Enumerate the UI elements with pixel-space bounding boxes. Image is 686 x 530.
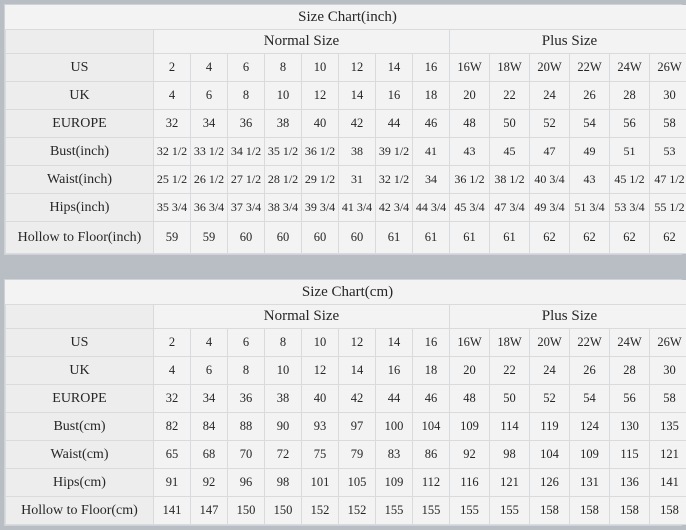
cell: 61 [490,222,530,254]
table-row [6,357,686,385]
cell: 35 3/4 [154,194,191,222]
cell: 39 3/4 [302,194,339,222]
cell: 131 [570,469,610,497]
cell: 62 [650,222,686,254]
cell: 42 3/4 [376,194,413,222]
cell: 16 [376,357,413,385]
cell: 14 [376,329,413,357]
row-label-waist: Waist(cm) [6,441,154,469]
cell: 14 [339,357,376,385]
cell: 10 [302,329,339,357]
cell: 29 1/2 [302,166,339,194]
size-chart-inch-table [5,5,686,254]
row-label-hollow-to-floor: Hollow to Floor(inch) [6,222,154,254]
cell: 26W [650,329,686,357]
cell: 26 1/2 [191,166,228,194]
row-label-bust: Bust(inch) [6,138,154,166]
cell: 6 [191,357,228,385]
cell: 35 1/2 [265,138,302,166]
cell: 121 [490,469,530,497]
cell: 45 [490,138,530,166]
group-normal-size: Normal Size [154,30,450,54]
cell: 32 [154,385,191,413]
cell: 53 3/4 [610,194,650,222]
cell: 16 [376,82,413,110]
cell: 152 [339,497,376,525]
chart-title-row [6,5,686,30]
cell: 158 [570,497,610,525]
cell: 88 [228,413,265,441]
cell: 8 [228,357,265,385]
cell: 22W [570,54,610,82]
cell: 70 [228,441,265,469]
cell: 18 [413,82,450,110]
chart-group-row [6,305,686,329]
group-plus-size: Plus Size [450,30,686,54]
cell: 59 [154,222,191,254]
cell: 135 [650,413,686,441]
cell: 38 3/4 [265,194,302,222]
cell: 24 [530,357,570,385]
cell: 33 1/2 [191,138,228,166]
cell: 18W [490,329,530,357]
cell: 20W [530,54,570,82]
row-label-uk: UK [6,82,154,110]
cell: 43 [450,138,490,166]
cell: 14 [376,54,413,82]
cell: 52 [530,385,570,413]
table-row [6,329,686,357]
cell: 44 [376,110,413,138]
cell: 61 [450,222,490,254]
cell: 104 [413,413,450,441]
cell: 104 [530,441,570,469]
cell: 41 3/4 [339,194,376,222]
cell: 51 3/4 [570,194,610,222]
cell: 49 [570,138,610,166]
cell: 20 [450,82,490,110]
cell: 141 [154,497,191,525]
cell: 47 3/4 [490,194,530,222]
cell: 46 [413,110,450,138]
cell: 62 [570,222,610,254]
cell: 40 3/4 [530,166,570,194]
cell: 114 [490,413,530,441]
table-row [6,82,686,110]
cell: 36 1/2 [302,138,339,166]
cell: 109 [450,413,490,441]
cell: 41 [413,138,450,166]
cell: 36 3/4 [191,194,228,222]
cell: 38 [265,110,302,138]
cell: 58 [650,110,686,138]
cell: 155 [413,497,450,525]
cell: 158 [610,497,650,525]
cell: 8 [228,82,265,110]
cell: 4 [191,54,228,82]
cell: 158 [530,497,570,525]
cell: 31 [339,166,376,194]
cell: 32 1/2 [154,138,191,166]
cell: 18W [490,54,530,82]
cell: 91 [154,469,191,497]
cell: 16 [413,329,450,357]
cell: 27 1/2 [228,166,265,194]
row-label-us: US [6,54,154,82]
cell: 52 [530,110,570,138]
cell: 32 1/2 [376,166,413,194]
table-row [6,54,686,82]
cell: 84 [191,413,228,441]
cell: 101 [302,469,339,497]
cell: 150 [265,497,302,525]
cell: 12 [302,357,339,385]
cell: 4 [154,357,191,385]
cell: 51 [610,138,650,166]
cell: 34 1/2 [228,138,265,166]
cell: 36 [228,110,265,138]
cell: 26W [650,54,686,82]
cell: 16 [413,54,450,82]
cell: 48 [450,110,490,138]
cell: 65 [154,441,191,469]
table-row [6,441,686,469]
cell: 130 [610,413,650,441]
cell: 75 [302,441,339,469]
cell: 30 [650,82,686,110]
cell: 22 [490,82,530,110]
cell: 8 [265,54,302,82]
chart-title-row [6,280,686,305]
cell: 92 [191,469,228,497]
cell: 45 1/2 [610,166,650,194]
row-label-us: US [6,329,154,357]
cell: 22W [570,329,610,357]
chart-group-row [6,30,686,54]
cell: 54 [570,110,610,138]
cell: 34 [191,385,228,413]
chart-title: Size Chart(cm) [6,280,686,305]
cell: 119 [530,413,570,441]
cell: 24 [530,82,570,110]
cell: 16W [450,329,490,357]
row-label-uk: UK [6,357,154,385]
cell: 82 [154,413,191,441]
cell: 6 [228,54,265,82]
cell: 147 [191,497,228,525]
size-chart-cm-table [5,280,686,525]
cell: 10 [265,82,302,110]
cell: 28 [610,82,650,110]
cell: 98 [490,441,530,469]
cell: 49 3/4 [530,194,570,222]
cell: 36 [228,385,265,413]
cell: 155 [490,497,530,525]
cell: 46 [413,385,450,413]
cell: 20 [450,357,490,385]
row-label-hollow-to-floor: Hollow to Floor(cm) [6,497,154,525]
cell: 60 [265,222,302,254]
cell: 72 [265,441,302,469]
cell: 155 [450,497,490,525]
cell: 30 [650,357,686,385]
cell: 116 [450,469,490,497]
table-row [6,110,686,138]
cell: 39 1/2 [376,138,413,166]
cell: 60 [302,222,339,254]
cell: 42 [339,385,376,413]
cell: 62 [530,222,570,254]
row-label-bust: Bust(cm) [6,413,154,441]
cell: 83 [376,441,413,469]
cell: 61 [413,222,450,254]
cell: 38 [265,385,302,413]
cell: 152 [302,497,339,525]
table-row [6,222,686,254]
cell: 24W [610,329,650,357]
cell: 44 [376,385,413,413]
table-row [6,166,686,194]
cell: 20W [530,329,570,357]
row-label-europe: EUROPE [6,110,154,138]
cell: 155 [376,497,413,525]
cell: 38 [339,138,376,166]
cell: 25 1/2 [154,166,191,194]
cell: 26 [570,82,610,110]
cell: 98 [265,469,302,497]
cell: 26 [570,357,610,385]
cell: 45 3/4 [450,194,490,222]
cell: 10 [302,54,339,82]
cell: 62 [610,222,650,254]
cell: 112 [413,469,450,497]
cell: 158 [650,497,686,525]
cell: 59 [191,222,228,254]
cell: 24W [610,54,650,82]
cell: 141 [650,469,686,497]
group-normal-size: Normal Size [154,305,450,329]
cell: 92 [450,441,490,469]
group-row-spacer [6,305,154,329]
cell: 47 [530,138,570,166]
table-row [6,385,686,413]
cell: 121 [650,441,686,469]
size-chart-inch [4,4,685,255]
cell: 12 [302,82,339,110]
cell: 136 [610,469,650,497]
cell: 68 [191,441,228,469]
cell: 2 [154,329,191,357]
cell: 60 [339,222,376,254]
size-chart-cm [4,279,682,526]
cell: 109 [570,441,610,469]
cell: 115 [610,441,650,469]
cell: 79 [339,441,376,469]
cell: 56 [610,385,650,413]
cell: 90 [265,413,302,441]
cell: 50 [490,110,530,138]
table-row [6,413,686,441]
row-label-europe: EUROPE [6,385,154,413]
cell: 47 1/2 [650,166,686,194]
cell: 22 [490,357,530,385]
cell: 86 [413,441,450,469]
cell: 54 [570,385,610,413]
cell: 16W [450,54,490,82]
cell: 12 [339,329,376,357]
cell: 109 [376,469,413,497]
cell: 150 [228,497,265,525]
table-row [6,469,686,497]
cell: 40 [302,110,339,138]
cell: 37 3/4 [228,194,265,222]
cell: 6 [228,329,265,357]
cell: 105 [339,469,376,497]
group-plus-size: Plus Size [450,305,686,329]
cell: 28 1/2 [265,166,302,194]
cell: 4 [191,329,228,357]
cell: 96 [228,469,265,497]
cell: 6 [191,82,228,110]
cell: 40 [302,385,339,413]
cell: 44 3/4 [413,194,450,222]
cell: 28 [610,357,650,385]
cell: 8 [265,329,302,357]
cell: 12 [339,54,376,82]
cell: 10 [265,357,302,385]
group-row-spacer [6,30,154,54]
table-row [6,194,686,222]
cell: 61 [376,222,413,254]
cell: 34 [413,166,450,194]
table-row [6,497,686,525]
cell: 48 [450,385,490,413]
chart-title: Size Chart(inch) [6,5,686,30]
cell: 55 1/2 [650,194,686,222]
row-label-waist: Waist(inch) [6,166,154,194]
cell: 53 [650,138,686,166]
cell: 43 [570,166,610,194]
cell: 4 [154,82,191,110]
cell: 42 [339,110,376,138]
cell: 36 1/2 [450,166,490,194]
cell: 60 [228,222,265,254]
cell: 100 [376,413,413,441]
cell: 14 [339,82,376,110]
cell: 2 [154,54,191,82]
cell: 18 [413,357,450,385]
cell: 124 [570,413,610,441]
row-label-hips: Hips(cm) [6,469,154,497]
cell: 38 1/2 [490,166,530,194]
table-row [6,138,686,166]
cell: 32 [154,110,191,138]
cell: 126 [530,469,570,497]
cell: 50 [490,385,530,413]
row-label-hips: Hips(inch) [6,194,154,222]
cell: 58 [650,385,686,413]
cell: 97 [339,413,376,441]
cell: 34 [191,110,228,138]
cell: 93 [302,413,339,441]
cell: 56 [610,110,650,138]
